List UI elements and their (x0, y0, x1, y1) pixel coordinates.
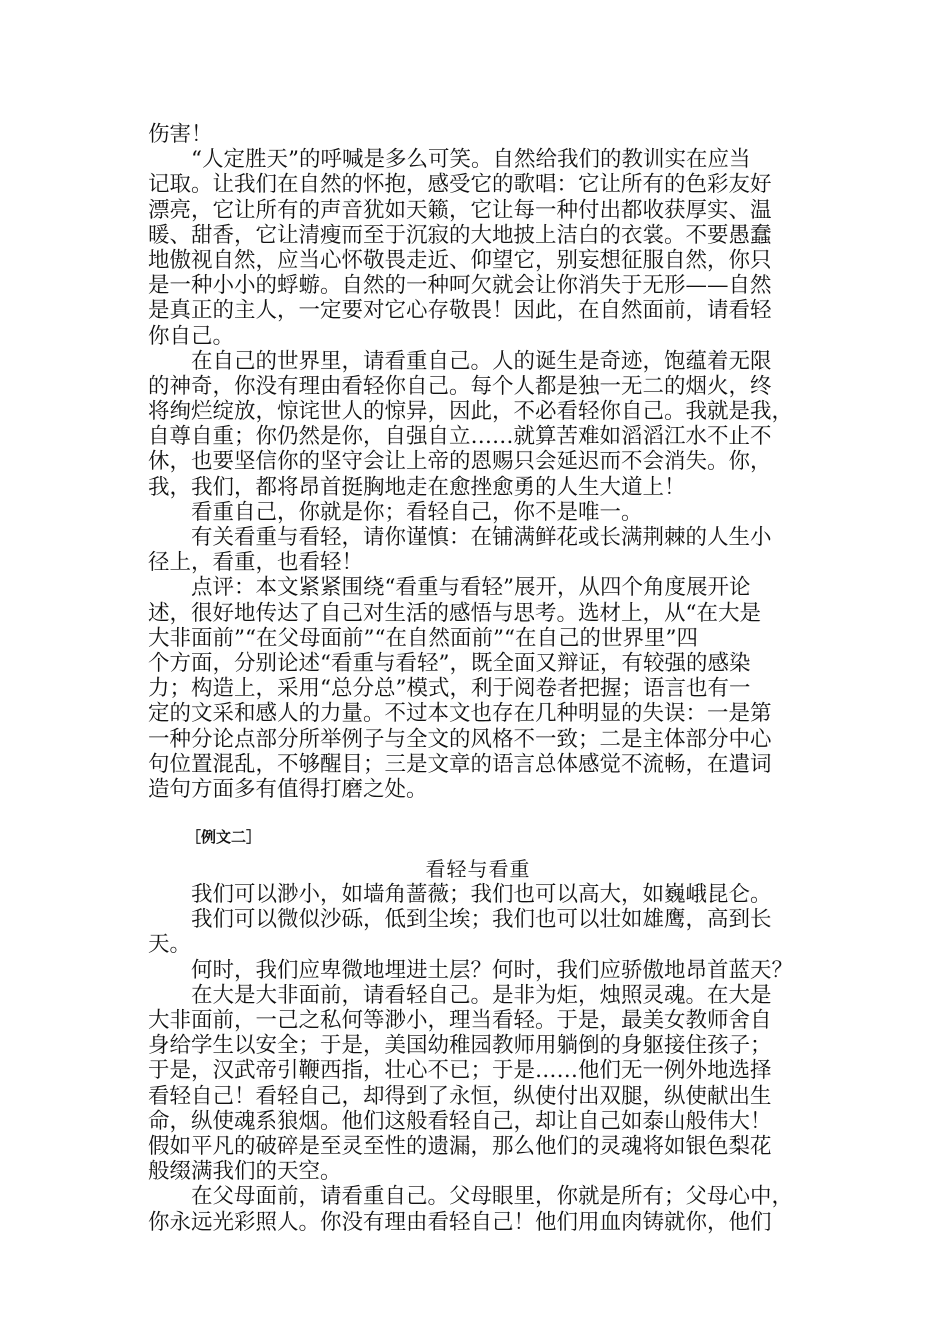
essay-title: 看轻与看重 (425, 857, 531, 882)
text-line: 一种分论点部分所举例子与全文的风格不一致；二是主体部分中心 (148, 726, 772, 752)
text-line: 在大是大非面前，请看轻自己。是非为炬，烛照灵魂。在大是 (191, 982, 772, 1008)
text-line: 命，纵使魂系狼烟。他们这般看轻自己，却让自己如泰山般伟大！ (148, 1108, 772, 1134)
essay-two-body (148, 882, 808, 1235)
text-line: 身给学生以安全；于是，美国幼稚园教师用躺倒的身躯接住孩子； (148, 1033, 772, 1059)
text-line: 漂亮，它让所有的声音犹如天籁，它让每一种付出都收获厚实、温 (148, 197, 772, 223)
text-line: 暖、甜香，它让清瘦而至于沉寂的大地披上洁白的衣裳。不要愚蠢 (148, 222, 772, 248)
text-line: 大非面前，一己之私何等渺小，理当看轻。于是，最美女教师舍自 (148, 1008, 772, 1033)
document-page (148, 122, 808, 1235)
text-line: 你自己。 (148, 323, 235, 349)
text-line: 我们可以渺小，如墙角蔷薇；我们也可以高大，如巍峨昆仑。 (191, 882, 772, 908)
text-line: 般缀满我们的天空。 (148, 1159, 342, 1185)
text-line: 大非面前”“在父母面前”“在自然面前”“在自己的世界里”四 (148, 625, 698, 651)
text-line: 点评：本文紧紧围绕“看重与看轻”展开，从四个角度展开论 (191, 575, 751, 601)
text-line: 何时，我们应卑微地埋进土层？何时，我们应骄傲地昂首蓝天？ (191, 957, 794, 983)
text-line: 力；构造上，采用“总分总”模式，利于阅卷者把握；语言也有一 (148, 676, 751, 702)
text-line: 假如平凡的破碎是至灵至性的遗漏，那么他们的灵魂将如银色梨花 (148, 1133, 772, 1159)
text-line: 于是，汉武帝引鞭西指，壮心不已；于是……他们无一例外地选择 (148, 1058, 772, 1084)
text-line: 我，我们，都将昂首挺胸地走在愈挫愈勇的人生大道上！ (148, 474, 686, 500)
text-line: 述，很好地传达了自己对生活的感悟与思考。选材上，从“在大是 (148, 600, 761, 626)
text-line: 我们可以微似沙砾，低到尘埃；我们也可以壮如雄鹰，高到长 (191, 907, 772, 933)
text-line: 句位置混乱，不够醒目；三是文章的语言总体感觉不流畅，在遣词 (148, 751, 772, 777)
text-line: 是真正的主人，一定要对它心存敬畏！因此，在自然面前，请看轻 (148, 298, 772, 324)
text-line: 造句方面多有值得打磨之处。 (148, 776, 428, 802)
text-line: 径上，看重，也看轻！ (148, 550, 364, 576)
essay-one-continuation (148, 122, 808, 802)
text-line: 有关看重与看轻，请你谨慎：在铺满鲜花或长满荆棘的人生小 (191, 525, 772, 550)
text-line: 看轻自己！看轻自己，却得到了永恒，纵使付出双腿，纵使献出生 (148, 1083, 772, 1109)
text-line: 记取。让我们在自然的怀抱，感受它的歌唱：它让所有的色彩友好 (148, 172, 772, 198)
text-line: 伤害！ (148, 122, 213, 147)
text-line: 自尊自重；你仍然是你，自强自立……就算苦难如滔滔江水不止不 (148, 424, 772, 450)
text-line: 将绚烂绽放，惊诧世人的惊异，因此，不必看轻你自己。我就是我， (148, 399, 794, 425)
text-line: 的神奇，你没有理由看轻你自己。每个人都是独一无二的烟火，终 (148, 373, 772, 399)
text-line: 休，也要坚信你的坚守会让上帝的恩赐只会延迟而不会消失。你， (148, 449, 772, 475)
text-line: 地傲视自然，应当心怀敬畏走近、仰望它，别妄想征服自然，你只 (148, 247, 772, 273)
example-label: ［例文二］ (186, 828, 262, 847)
text-line: 你永远光彩照人。你没有理由看轻自己！他们用血肉铸就你，他们 (148, 1209, 772, 1235)
text-line: 定的文采和感人的力量。不过本文也存在几种明显的失误：一是第 (148, 701, 772, 727)
text-line: “人定胜天”的呼喊是多么可笑。自然给我们的教训实在应当 (191, 147, 751, 173)
text-line: 天。 (148, 932, 192, 958)
text-line: 在自己的世界里，请看重自己。人的诞生是奇迹，饱蕴着无限 (191, 348, 772, 374)
text-line: 看重自己，你就是你；看轻自己，你不是唯一。 (191, 499, 643, 525)
text-line: 个方面，分别论述“看重与看轻”，既全面又辩证，有较强的感染 (148, 650, 751, 676)
text-line: 在父母面前，请看重自己。父母眼里，你就是所有；父母心中， (191, 1184, 794, 1210)
text-line: 是一种小小的蜉蝣。自然的一种呵欠就会让你消失于无形——自然 (148, 273, 772, 299)
